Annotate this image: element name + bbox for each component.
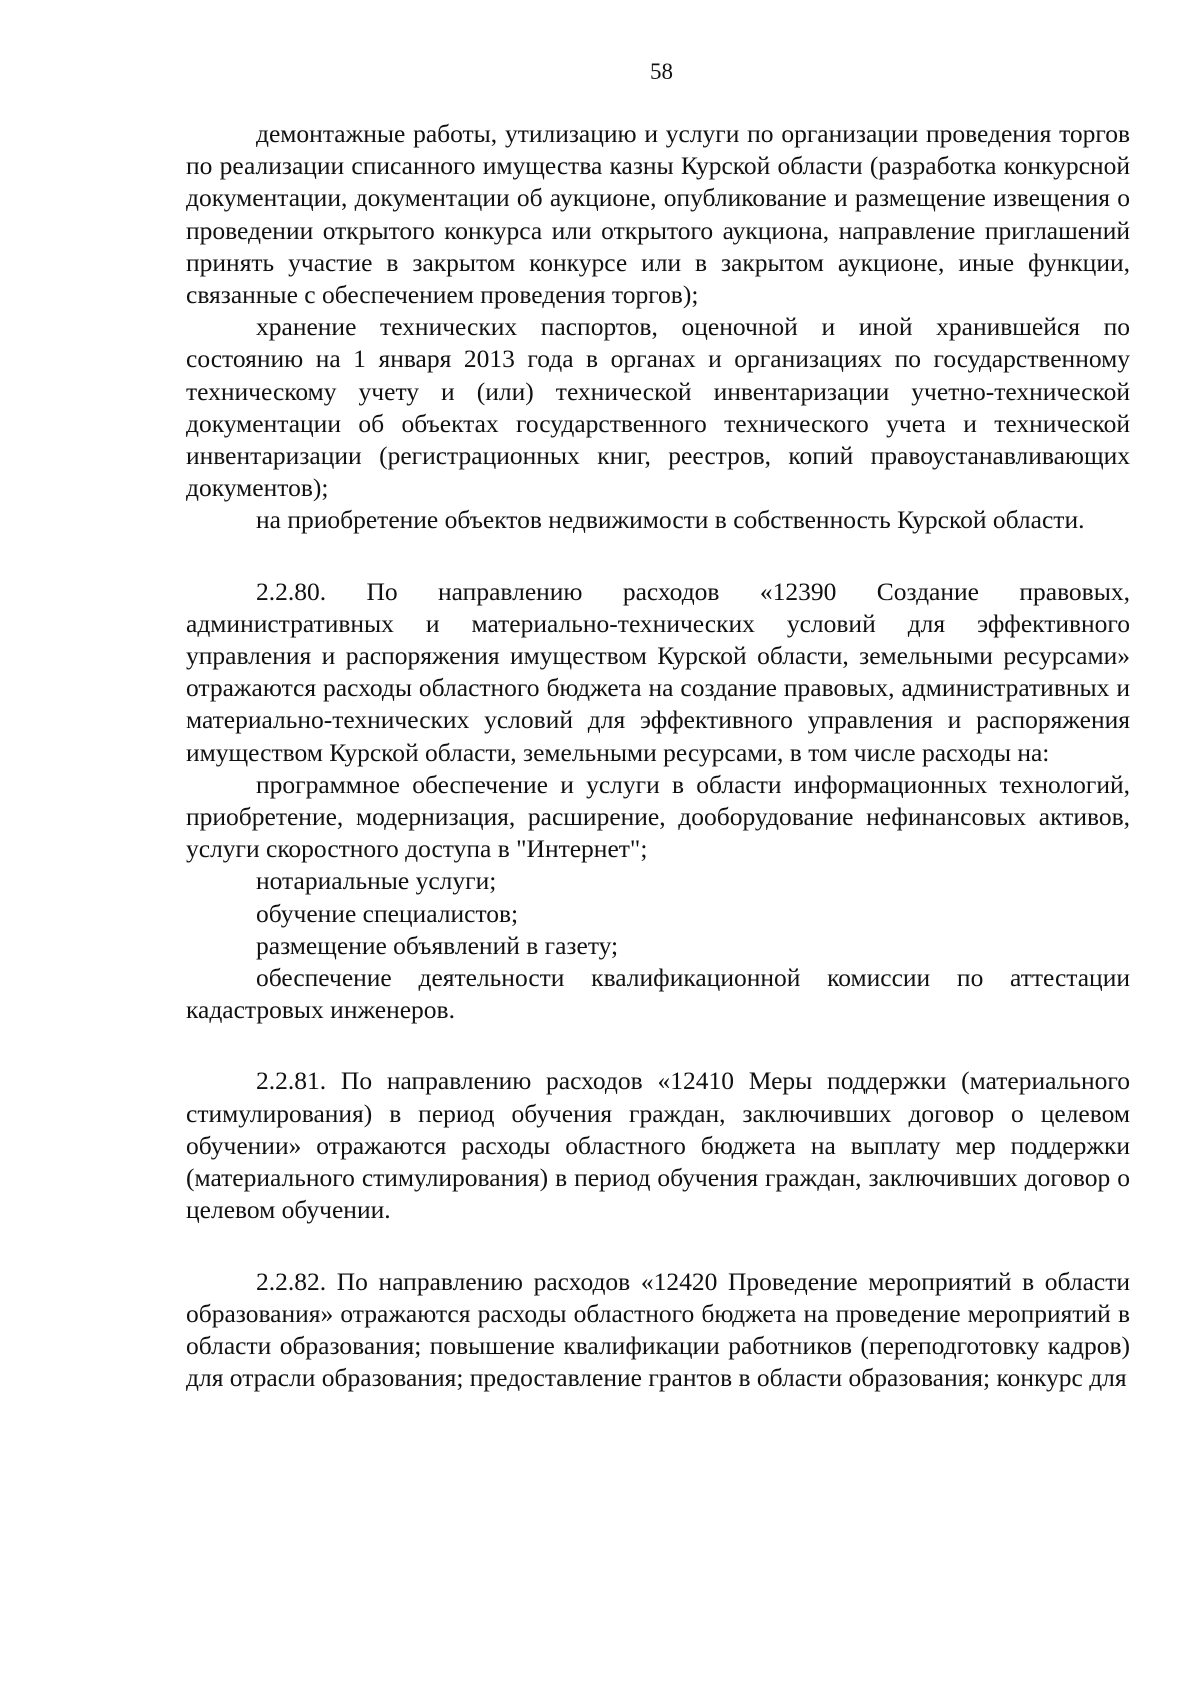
section-2-2-81: 2.2.81. По направлению расходов «12410 Меры поддержки (материального стимулирования) в период обучения граждан, заключивших договор о целевом обучении» отражаются расходы областного бюджета на выплату мер поддержки (материального стимулирования) в период обучения граждан, заключивших договор о целевом обучении. xyxy=(186,1066,1130,1225)
paragraph-real-estate-acquisition: на приобретение объектов недвижимости в собственность Курской области. xyxy=(256,505,1085,535)
section-2-2-80: 2.2.80. По направлению расходов «12390 Создание правовых, административных и материально-технических условий для эффективного управления и распоряжения имуществом Курской области, земельными ресурсами» отражаются расходы областного бюджета на создание правовых, административных и материально-технических условий для эффективного управления и распоряжения имуществом Курской области, земельными ресурсами, в том числе расходы на: xyxy=(186,576,1130,767)
list-item-notary-services: нотариальные услуги; xyxy=(256,866,497,896)
list-item-staff-training: обучение специалистов; xyxy=(256,898,519,928)
list-item-newspaper-ads: размещение объявлений в газету; xyxy=(256,930,619,960)
list-item-qualification-commission: обеспечение деятельности квалификационной комиссии по аттестации кадастровых инженеров. xyxy=(186,963,1130,1025)
page-number: 58 xyxy=(650,59,673,84)
list-item-software-and-it-services: программное обеспечение и услуги в области информационных технологий, приобретение, модернизация, расширение, дооборудование нефинансовых активов, услуги скоростного доступа в "Интернет"; xyxy=(186,769,1130,864)
paragraph-demolition-and-auctions: демонтажные работы, утилизацию и услуги по организации проведения торгов по реализации списанного имущества казны Курской области (разработка конкурсной документации, документации об аукционе, опубликование и размещение извещения о проведении открытого конкурса или открытого аукциона, направление приглашений принять участие в закрытом конкурсе или в закрытом аукционе, иные функции, связанные с обеспечением проведения торгов); xyxy=(186,119,1130,310)
document-body xyxy=(186,118,1130,1394)
paragraph-technical-passports-storage: хранение технических паспортов, оценочной и иной хранившейся по состоянию на 1 января 2013 года в органах и организациях по государственному техническому учету и (или) технической инвентаризации учетно-технической документации об объектах государственного технического учета и технической инвентаризации (регистрационных книг, реестров, копий правоустанавливающих документов); xyxy=(186,312,1130,503)
section-2-2-82: 2.2.82. По направлению расходов «12420 Проведение мероприятий в области образования» отражаются расходы областного бюджета на проведение мероприятий в области образования; повышение квалификации работников (переподготовку кадров) для отрасли образования; предоставление грантов в области образования; конкурс для xyxy=(186,1266,1130,1393)
